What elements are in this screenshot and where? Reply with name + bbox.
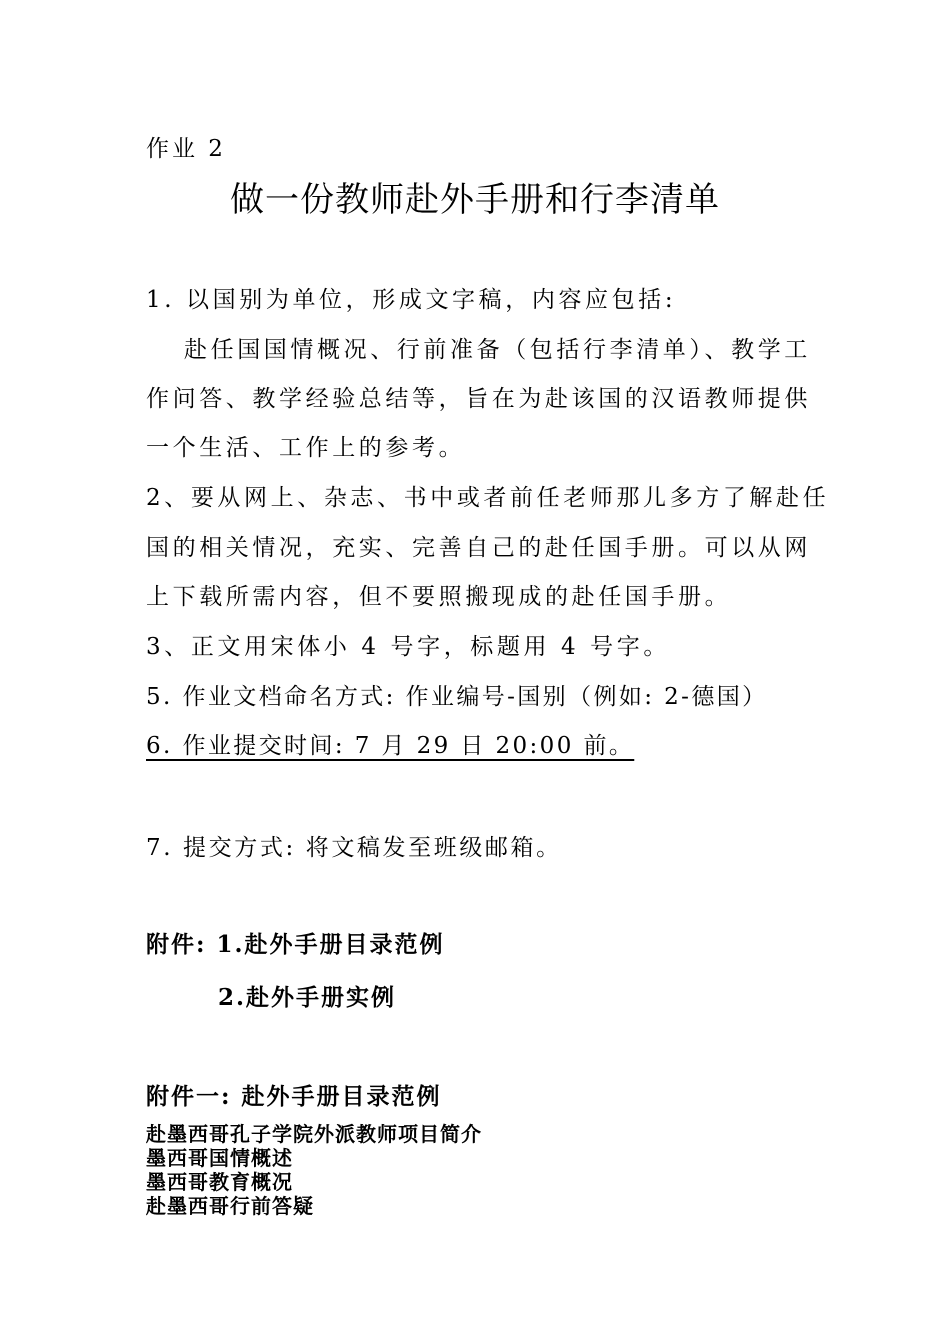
document-title: 做一份教师赴外手册和行李清单	[230, 180, 720, 220]
item-2-line-2: 国的相关情况，充实、完善自己的赴任国手册。可以从网	[146, 535, 811, 561]
item-1-line-3: 一个生活、工作上的参考。	[146, 435, 466, 461]
item-1-line-2: 作问答、教学经验总结等，旨在为赴该国的汉语教师提供	[146, 386, 811, 412]
appendix-heading: 附件一: 赴外手册目录范例	[146, 1083, 442, 1110]
item-1-line-1: 赴任国国情概况、行前准备（包括行李清单）、教学工	[184, 337, 811, 363]
toc-item: 墨西哥教育概况	[146, 1170, 293, 1194]
item-6: 6. 作业提交时间: 7 月 29 日 20:00 前。	[146, 733, 635, 759]
item-5: 5. 作业文档命名方式: 作业编号-国别（例如: 2-德国）	[146, 684, 768, 710]
attachments-line-1: 附件: 1.赴外手册目录范例	[146, 931, 445, 958]
item-3: 3、正文用宋体小 4 号字，标题用 4 号字。	[146, 634, 670, 660]
item-7: 7. 提交方式: 将文稿发至班级邮箱。	[146, 835, 562, 861]
toc-item: 赴墨西哥行前答疑	[146, 1194, 314, 1218]
item-1-intro: 1. 以国别为单位，形成文字稿，内容应包括:	[146, 287, 677, 313]
attachments-line-2: 2.赴外手册实例	[218, 984, 397, 1011]
item-2-line-3: 上下载所需内容，但不要照搬现成的赴任国手册。	[146, 584, 732, 610]
assignment-label: 作业 2	[146, 136, 226, 162]
item-2-line-1: 2、要从网上、杂志、书中或者前任老师那儿多方了解赴任	[146, 485, 830, 511]
toc-item: 赴墨西哥孔子学院外派教师项目简介	[146, 1122, 482, 1146]
toc-item: 墨西哥国情概述	[146, 1146, 293, 1170]
